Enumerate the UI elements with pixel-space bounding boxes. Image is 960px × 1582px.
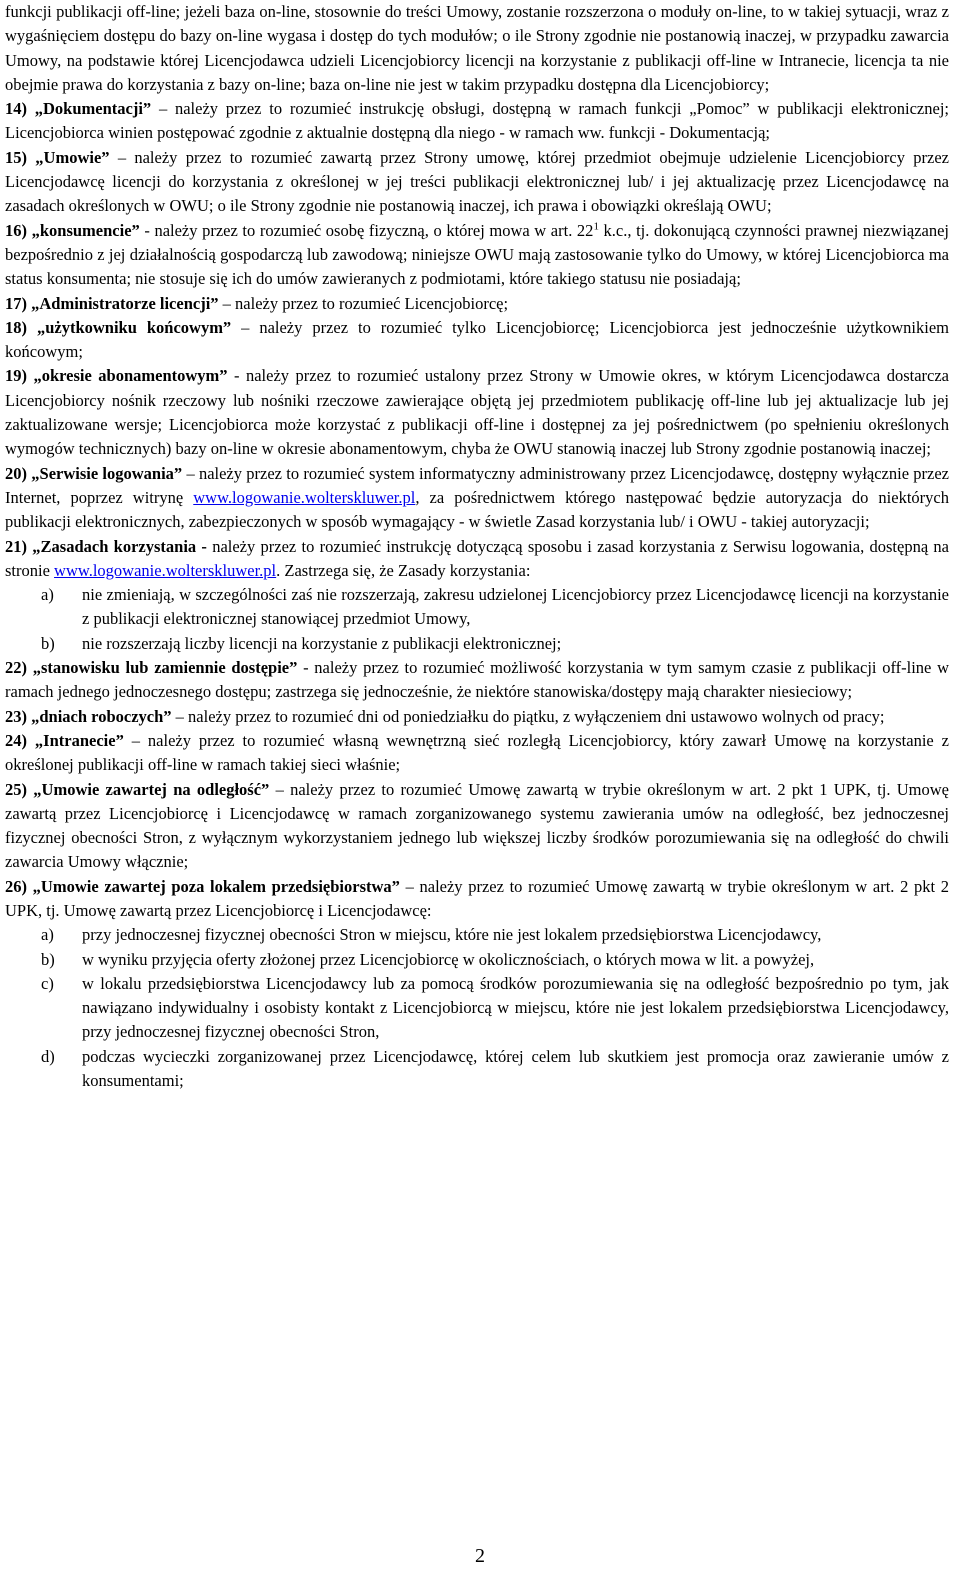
def-number: 14) <box>5 99 35 119</box>
list-item <box>5 948 949 972</box>
def-term: „Umowie zawartej na odległość” <box>33 779 270 799</box>
intro-paragraph: funkcji publikacji off-line; jeżeli baza on-line, stosownie do treści Umowy, zostanie rozszerzona o moduły on-line, to w takiej sytuacji, wraz z wygaśnięciem dostępu do bazy on-line wygasa i dostęp do tych modułów; o ile Strony zgodnie nie postanowią inaczej, w przypadku zawarcia Umowy, na podstawie której Licencjodawca udzieli Licencjobiorcy licencji na korzystanie z publikacji off-line w Intranecie, licencja ta nie obejmie prawa do korzystania z bazy on-line; baza on-line nie jest w takim przypadku dostępna dla Licencjobiorcy; <box>5 2 949 94</box>
document-page <box>5 0 949 1093</box>
def-term: „okresie abonamentowym” <box>33 366 228 386</box>
def-term: „Umowie” <box>35 147 110 167</box>
def-text: – należy przez to rozumieć Umowę zawartą w trybie określonym w art. 2 pkt 1 UPK, tj. Umowę zawartą przez Licencjobiorcę i Licencjodawcę w ramach zorganizowanego systemu zawierania umów na odległość, bez jednoczesnej fizycznej obecności Stron, z wyłącznym wykorzystaniem jednego lub większej liczby środków porozumiewania się na odległość do chwili zawarcia Umowy włącznie; <box>5 779 950 872</box>
def-number: 18) <box>5 317 37 337</box>
def-text: - należy przez to rozumieć możliwość korzystania w tym samym czasie z publikacji off-line w ramach jednego jednoczesnego dostępu; zastrzega się jednocześnie, że niektóre stanowiska/dostępy mają charakter niesieciowy; <box>5 658 949 702</box>
def-term: „Zasadach korzystania - <box>32 536 213 556</box>
list-item <box>5 972 949 1045</box>
def-number: 24) <box>5 730 35 750</box>
list-item-label: d) <box>41 1046 55 1066</box>
superscript: 1 <box>593 220 599 233</box>
list-item-text: przy jednoczesnej fizycznej obecności Stron w miejscu, które nie jest lokalem przedsiębiorstwa Licencjodawcy, <box>82 925 822 945</box>
def-term: „stanowisku lub zamiennie dostępie” <box>32 658 298 678</box>
list-item-label: b) <box>41 949 55 969</box>
list-item-text: w lokalu przedsiębiorstwa Licencjodawcy lub za pomocą środków porozumiewania się na odległość bezpośrednio po tym, jak nawiązano indywidualny i osobisty kontakt z Licencjobiorcą w miejscu, które nie jest lokalem przedsiębiorstwa Licencjodawcy, przy jednoczesnej fizycznej obecności Stron, <box>82 973 949 1042</box>
definition-26-sublist <box>5 923 949 1093</box>
definition-25 <box>5 778 949 875</box>
def-number: 26) <box>5 876 33 896</box>
list-item <box>5 632 949 656</box>
list-item-text: nie zmieniają, w szczególności zaś nie rozszerzają, zakresu udzielonej Licencjobiorcy przez Licencjodawcę licencji na korzystanie z publikacji elektronicznej stanowiącej przedmiot Umowy, <box>82 585 949 629</box>
definition-21 <box>5 535 949 584</box>
def-text: k.c., tj. dokonującą czynności prawnej niezwiązanej bezpośrednio z jej działalnością gospodarczą lub zawodową; niniejsze OWU mają zastosowanie tylko do Umowy, w której Licencjobiorca ma status konsumenta; nie stosuje się ich do umów zawieranych z podmiotami, które takiego statusu nie posiadają; <box>5 220 949 289</box>
list-item-text: w wyniku przyjęcia oferty złożonej przez Licencjobiorcę w okolicznościach, o których mowa w lit. a powyżej, <box>82 949 815 969</box>
definition-21-sublist <box>5 583 949 656</box>
def-term: „Intranecie” <box>34 730 124 750</box>
def-number: 16) <box>5 220 32 240</box>
definition-19 <box>5 364 949 461</box>
list-item <box>5 1045 949 1094</box>
def-number: 21) <box>5 536 33 556</box>
list-item-text: podczas wycieczki zorganizowanej przez Licencjodawcę, której celem lub skutkiem jest promocja oraz zawieranie umów z konsumentami; <box>82 1046 949 1091</box>
def-text: - należy przez to rozumieć osobę fizyczną, o której mowa w art. 22 <box>139 220 594 240</box>
logowanie-link[interactable]: www.logowanie.wolterskluwer.pl <box>193 487 416 507</box>
def-text: - należy przez to rozumieć ustalony przez Strony w Umowie okres, w którym Licencjodawca dostarcza Licencjobiorcy nośnik rzeczowy lub nośniki rzeczowe zawierające objętą jej przedmiotem publikację off-line lub jej aktualizacje lub jej zaktualizowane wersje; Licencjobiorca może korzystać z publikacji off-line i dostępnej za jej pośrednictwem (po spełnieniu określonych wymogów technicznych) bazy on-line w okresie abonamentowym, chyba że OWU stanowią inaczej lub Strony zgodnie postanowią inaczej; <box>5 366 949 459</box>
def-term: „Administratorze licencji” <box>31 293 219 313</box>
def-number: 17) <box>5 293 32 313</box>
definition-14 <box>5 97 949 146</box>
list-item-label: a) <box>41 585 54 605</box>
list-item-label: a) <box>41 925 54 945</box>
def-term: „Serwisie logowania” <box>31 463 183 483</box>
page-number: 2 <box>475 1545 485 1567</box>
def-number: 25) <box>5 779 34 799</box>
logowanie-link[interactable]: www.logowanie.wolterskluwer.pl <box>54 560 277 580</box>
def-term: „Dokumentacji” <box>34 99 152 119</box>
def-number: 15) <box>5 147 36 167</box>
def-term: „dniach roboczych” <box>31 706 172 726</box>
def-term: „Umowie zawartej poza lokalem przedsiębiorstwa” <box>32 876 400 896</box>
definition-22 <box>5 656 949 705</box>
def-text: , za pośrednictwem którego następować będzie autoryzacja do niektórych publikacji elektronicznych, zabezpieczonych w sposób wymagający - w świetle Zasad korzystania lub/ i OWU - takiej autoryzacji; <box>5 487 949 532</box>
list-item-label: b) <box>41 633 55 653</box>
list-item <box>5 583 949 632</box>
definition-17 <box>5 292 949 316</box>
def-text: – należy przez to rozumieć system informatyczny administrowany przez Licencjodawcę, dostępny wyłącznie przez Internet, poprzez witrynę <box>5 463 949 507</box>
def-text: należy przez to rozumieć instrukcję dotyczącą sposobu i zasad korzystania z Serwisu logowania, dostępną na stronie <box>5 536 949 580</box>
list-item <box>5 923 949 947</box>
def-term: „użytkowniku końcowym” <box>36 317 232 337</box>
def-text: – należy przez to rozumieć dni od poniedziałku do piątku, z wyłączeniem dni ustawowo wolnych od pracy; <box>171 706 885 726</box>
def-text: – należy przez to rozumieć instrukcję obsługi, dostępną w ramach funkcji „Pomoc” w publikacji elektronicznej; Licencjobiorca winien postępować zgodnie z aktualnie dostępną dla niego - w ramach ww. funkcji - Dokumentacją; <box>5 99 949 143</box>
definition-26 <box>5 875 949 924</box>
def-text: – należy przez to rozumieć Licencjobiorcę; <box>218 293 509 313</box>
def-text: – należy przez to rozumieć własną wewnętrzną sieć rozległą Licencjobiorcy, który zawarł Umowę na korzystanie z określonej publikacji off-line w ramach takiej sieci właśnie; <box>5 730 949 775</box>
definition-23 <box>5 705 949 729</box>
definition-16 <box>5 219 949 292</box>
def-term: „konsumencie” <box>31 220 140 240</box>
def-text: . Zastrzega się, że Zasady korzystania: <box>276 560 531 580</box>
list-item-text: nie rozszerzają liczby licencji na korzystanie z publikacji elektronicznej; <box>82 633 562 653</box>
def-number: 22) <box>5 658 33 678</box>
def-text: – należy przez to rozumieć zawartą przez Strony umowę, której przedmiot obejmuje udzielenie Licencjobiorcy przez Licencjodawcę licencji do korzystania z określonej w jej treści publikacji elektronicznej lub/ i jej aktualizację przez Licencjodawcę na zasadach określonych w OWU; o ile Strony zgodnie nie postanowią inaczej, ich prawa i obowiązki określają OWU; <box>5 147 950 216</box>
def-number: 23) <box>5 706 32 726</box>
definition-18 <box>5 316 949 365</box>
def-number: 19) <box>5 366 34 386</box>
definition-20 <box>5 462 949 535</box>
definition-15 <box>5 146 949 219</box>
def-text: – należy przez to rozumieć Umowę zawartą w trybie określonym w art. 2 pkt 2 UPK, tj. Umowę zawartą przez Licencjobiorcę i Licencjodawcę: <box>5 876 949 920</box>
def-number: 20) <box>5 463 32 483</box>
def-text: – należy przez to rozumieć tylko Licencjobiorcę; Licencjobiorca jest jednocześnie użytkownikiem końcowym; <box>5 317 949 362</box>
definition-24 <box>5 729 949 778</box>
list-item-label: c) <box>41 973 54 993</box>
